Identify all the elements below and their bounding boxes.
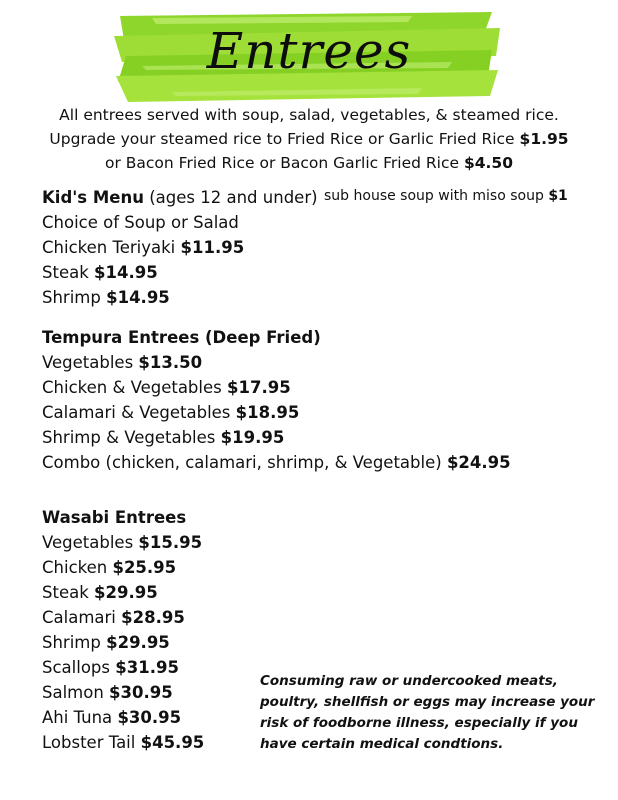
item-name: Scallops xyxy=(42,658,110,677)
soup-note-text: sub house soup with miso soup xyxy=(324,188,544,204)
item-price: $45.95 xyxy=(140,733,205,752)
kids-heading xyxy=(42,188,318,207)
item-name: Steak xyxy=(42,263,89,282)
intro-bacon-price: $4.50 xyxy=(463,154,513,172)
item-price: $13.50 xyxy=(138,353,203,372)
tempura-heading: Tempura Entrees (Deep Fried) xyxy=(42,328,321,347)
menu-item xyxy=(42,428,284,447)
item-price: $14.95 xyxy=(106,288,170,307)
intro-line-2 xyxy=(0,130,618,148)
soup-note-price: $1 xyxy=(548,188,568,204)
item-price: $29.95 xyxy=(94,583,158,602)
item-name: Calamari xyxy=(42,608,116,627)
item-price: $24.95 xyxy=(446,453,511,472)
item-price: $11.95 xyxy=(180,238,245,257)
menu-item xyxy=(42,533,202,552)
intro-line-3 xyxy=(0,154,618,172)
page-title: Entrees xyxy=(206,22,412,80)
item-name: Vegetables xyxy=(42,533,134,552)
item-name: Combo (chicken, calamari, shrimp, & Vegetable) xyxy=(42,453,442,472)
item-name: Vegetables xyxy=(42,353,134,372)
menu-item xyxy=(42,558,176,577)
intro-upgrade-price: $1.95 xyxy=(519,130,569,148)
item-name: Ahi Tuna xyxy=(42,708,113,727)
menu-item xyxy=(42,288,170,307)
menu-item xyxy=(42,263,158,282)
soup-substitution-note xyxy=(324,188,568,204)
item-price: $31.95 xyxy=(115,658,179,677)
kids-heading-sub: (ages 12 and under) xyxy=(149,188,318,207)
item-name: Chicken xyxy=(42,558,108,577)
item-price: $30.95 xyxy=(109,683,173,702)
menu-item xyxy=(42,658,179,677)
item-name: Salmon xyxy=(42,683,104,702)
menu-item xyxy=(42,403,299,422)
intro-upgrade-text: Upgrade your steamed rice to Fried Rice or Garlic Fried Rice xyxy=(49,130,515,148)
item-name: Calamari & Vegetables xyxy=(42,403,231,422)
food-safety-warning: Consuming raw or undercooked meats, poultry, shellfish or eggs may increase your risk of foodborne illness, especially if you have certain medical condtions. xyxy=(260,673,595,752)
menu-item xyxy=(42,378,291,397)
item-name: Lobster Tail xyxy=(42,733,136,752)
wasabi-heading: Wasabi Entrees xyxy=(42,508,187,527)
menu-item xyxy=(42,633,170,652)
item-price: $25.95 xyxy=(112,558,177,577)
menu-item xyxy=(42,453,511,472)
item-name: Chicken Teriyaki xyxy=(42,238,176,257)
item-price: $30.95 xyxy=(117,708,182,727)
intro-bacon-text: or Bacon Fried Rice or Bacon Garlic Fried Rice xyxy=(105,154,460,172)
item-price: $19.95 xyxy=(220,428,285,447)
item-name: Shrimp & Vegetables xyxy=(42,428,216,447)
item-name: Steak xyxy=(42,583,89,602)
menu-item xyxy=(42,608,185,627)
intro-text: All entrees served with soup, salad, vegetables, & steamed rice. xyxy=(59,106,559,124)
menu-item xyxy=(42,683,173,702)
menu-item xyxy=(42,353,202,372)
menu-item xyxy=(42,708,181,727)
item-name: Chicken & Vegetables xyxy=(42,378,222,397)
item-name: Shrimp xyxy=(42,288,101,307)
item-price: $15.95 xyxy=(138,533,203,552)
menu-item xyxy=(42,583,158,602)
menu-item xyxy=(42,733,204,752)
kids-heading-label: Kid's Menu xyxy=(42,188,144,207)
item-price: $18.95 xyxy=(235,403,300,422)
item-price: $17.95 xyxy=(227,378,291,397)
intro-line-1 xyxy=(0,106,618,124)
kids-choice: Choice of Soup or Salad xyxy=(42,213,239,232)
item-name: Shrimp xyxy=(42,633,101,652)
menu-item xyxy=(42,238,244,257)
item-price: $14.95 xyxy=(94,263,158,282)
item-price: $28.95 xyxy=(121,608,185,627)
item-price: $29.95 xyxy=(106,633,170,652)
